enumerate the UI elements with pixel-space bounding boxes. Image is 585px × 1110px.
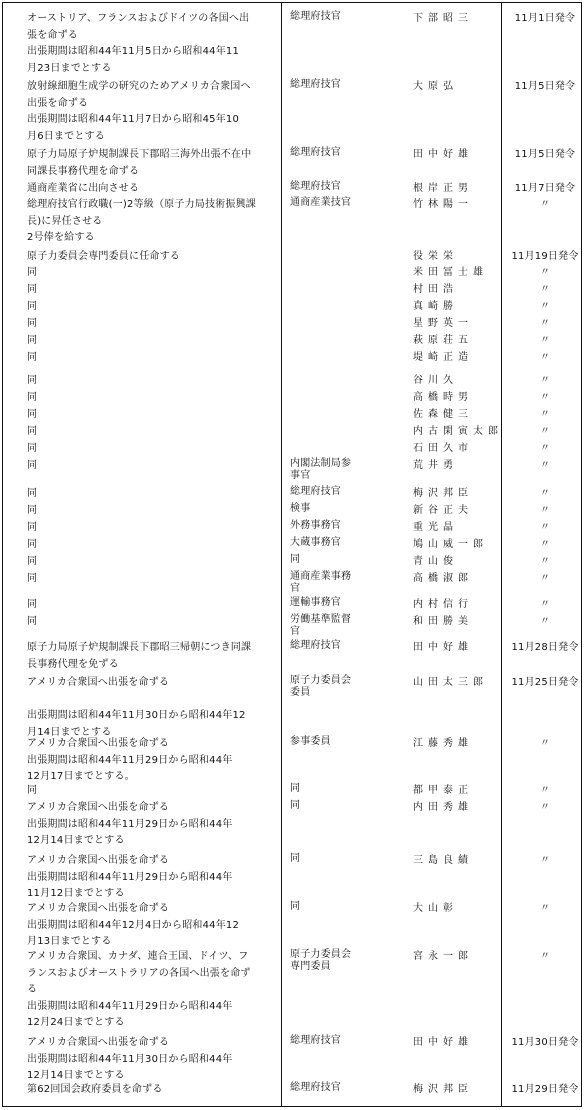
date-cell: 〃 bbox=[540, 785, 550, 796]
title-cell bbox=[290, 11, 378, 23]
title-cell bbox=[290, 675, 378, 699]
matter-cell: 同 bbox=[27, 522, 38, 533]
matter-cell: 原子力局原子炉規制課長下郡昭三帰朝につき同課 長事務代理を免ずる bbox=[27, 642, 252, 670]
name-cell: 大山彰 bbox=[413, 903, 458, 914]
matter-cell: 同 bbox=[27, 318, 38, 329]
title-text: 総理府技官 bbox=[290, 181, 341, 192]
name-cell: 高橋淑郎 bbox=[413, 573, 473, 584]
title-cell bbox=[290, 800, 378, 812]
date-cell: 〃 bbox=[540, 375, 550, 386]
name-cell: 村田浩 bbox=[413, 284, 458, 295]
title-text: 大蔵事務官 bbox=[290, 537, 341, 548]
date-cell: 11月30日発令 bbox=[511, 1037, 579, 1048]
name-cell: 高橋時男 bbox=[413, 392, 473, 403]
name-cell: 竹林陽一 bbox=[413, 199, 473, 210]
title-cell bbox=[290, 614, 378, 638]
matter-cell: アメリカ合衆国へ出張を命ずる 出張期間は昭和44年11月30日から昭和44年12 月14日までとする bbox=[27, 677, 246, 738]
name-cell: 内古閑寅太郎 bbox=[413, 426, 503, 437]
title-text: 総理府技官 bbox=[290, 640, 341, 651]
date-cell: 〃 bbox=[540, 738, 550, 749]
date-cell: 11月28日発令 bbox=[511, 642, 579, 653]
title-text: 総理府技官 bbox=[290, 11, 341, 22]
date-cell: 〃 bbox=[540, 488, 550, 499]
date-cell: 11月25日発令 bbox=[511, 677, 579, 688]
title-text: 総理府技官 bbox=[290, 79, 341, 90]
date-cell: 〃 bbox=[540, 539, 550, 550]
matter-cell: 同 bbox=[27, 616, 38, 627]
date-cell: 〃 bbox=[540, 522, 550, 533]
title-text: 原子力委員会 委員 bbox=[290, 675, 352, 698]
date-cell: 11月29日発令 bbox=[511, 1084, 579, 1095]
title-cell bbox=[290, 537, 378, 549]
matter-cell: アメリカ合衆国へ出張を命ずる 出張期間は昭和44年11月29日から昭和44年 11月12日までとする bbox=[27, 855, 233, 899]
matter-cell: 同 bbox=[27, 488, 38, 499]
title-cell bbox=[290, 853, 378, 865]
title-cell bbox=[290, 736, 378, 748]
date-cell: 〃 bbox=[540, 267, 550, 278]
name-cell: 真崎勝 bbox=[413, 301, 458, 312]
column-divider bbox=[281, 3, 282, 1106]
matter-cell: アメリカ合衆国、カナダ、連合王国、ドイツ、フ ランスおよびオーストラリアの各国へ出張を命ず る 出張期間は昭和44年11月29日から昭和44年 12月24日までとする bbox=[27, 951, 251, 1028]
title-text: 通商産業事務 官 bbox=[290, 571, 352, 594]
title-text: 労働基準監督 官 bbox=[290, 614, 352, 637]
date-cell: 〃 bbox=[540, 903, 550, 914]
title-cell bbox=[290, 949, 378, 973]
name-cell: 石田久市 bbox=[413, 443, 473, 454]
date-cell: 〃 bbox=[540, 802, 550, 813]
name-cell: 三島良績 bbox=[413, 855, 473, 866]
matter-cell: アメリカ合衆国へ出張を命ずる 出張期間は昭和44年11月30日から昭和44年 12月14日までとする bbox=[27, 1037, 233, 1081]
matter-cell: 同 bbox=[27, 352, 38, 363]
date-cell: 〃 bbox=[540, 505, 550, 516]
name-cell: 鳩山威一郎 bbox=[413, 539, 488, 550]
matter-cell: 同 bbox=[27, 409, 38, 420]
title-text: 同 bbox=[290, 783, 301, 794]
matter-cell: 同 bbox=[27, 426, 38, 437]
title-text: 検事 bbox=[290, 503, 311, 514]
matter-cell: アメリカ合衆国へ出張を命ずる 出張期間は昭和44年11月29日から昭和44年 12月14日までとする bbox=[27, 802, 233, 846]
matter-cell: 同 bbox=[27, 335, 38, 346]
matter-cell: 放射線細胞生成学の研究のためアメリカ合衆国へ 出張を命ずる 出張期間は昭和44年11月7日から昭和45年10 月6日までとする bbox=[27, 81, 251, 142]
matter-cell: アメリカ合衆国へ出張を命ずる 出張期間は昭和44年12月4日から昭和44年12 月13日までとする bbox=[27, 903, 240, 947]
matter-cell: 第62回国会政府委員を命ずる bbox=[27, 1084, 163, 1095]
name-cell: 佐森健三 bbox=[413, 409, 473, 420]
title-text: 同 bbox=[290, 800, 301, 811]
name-cell: 星野英一 bbox=[413, 318, 473, 329]
title-text: 総理府技官 bbox=[290, 1035, 341, 1046]
title-cell bbox=[290, 79, 378, 91]
date-cell: 〃 bbox=[540, 352, 550, 363]
date-cell: 〃 bbox=[540, 335, 550, 346]
matter-cell: 同 bbox=[27, 301, 38, 312]
name-cell: 米田冨士雄 bbox=[413, 267, 488, 278]
date-cell: 〃 bbox=[540, 460, 550, 471]
title-text: 同 bbox=[290, 901, 301, 912]
matter-cell: 同 bbox=[27, 785, 38, 796]
title-cell bbox=[290, 486, 378, 498]
title-text: 総理府技官 bbox=[290, 1082, 341, 1093]
matter-cell: 総理府技官行政職(一)2等級（原子力局技術振興課 長)に昇任させる 2号俸を給する bbox=[27, 199, 256, 243]
name-cell: 萩原荘五 bbox=[413, 335, 473, 346]
date-cell: 〃 bbox=[540, 616, 550, 627]
name-cell: 宮永一郎 bbox=[413, 951, 473, 962]
name-cell: 内村信行 bbox=[413, 599, 473, 610]
name-cell: 田中好雄 bbox=[413, 1037, 473, 1048]
date-cell: 11月1日発令 bbox=[514, 13, 576, 24]
name-cell: 田中好雄 bbox=[413, 149, 473, 160]
date-cell: 〃 bbox=[540, 409, 550, 420]
date-cell: 〃 bbox=[540, 573, 550, 584]
title-cell bbox=[290, 520, 378, 532]
title-cell bbox=[290, 554, 378, 566]
title-cell bbox=[290, 640, 378, 652]
name-cell: 都甲泰正 bbox=[413, 785, 473, 796]
name-cell: 梅沢邦臣 bbox=[413, 1084, 473, 1095]
personnel-table bbox=[2, 2, 582, 1107]
name-cell: 大原弘 bbox=[413, 81, 458, 92]
title-text: 総理府技官 bbox=[290, 486, 341, 497]
date-cell: 11月7日発令 bbox=[514, 183, 576, 194]
date-cell: 〃 bbox=[540, 443, 550, 454]
name-cell: 役栄栄 bbox=[413, 251, 458, 262]
name-cell: 谷川久 bbox=[413, 375, 458, 386]
title-cell bbox=[290, 783, 378, 795]
name-cell: 堤崎正造 bbox=[413, 352, 473, 363]
title-text: 同 bbox=[290, 554, 301, 565]
name-cell: 梅沢邦臣 bbox=[413, 488, 473, 499]
matter-cell: アメリカ合衆国へ出張を命ずる 出張期間は昭和44年11月29日から昭和44年 12月17日までとする。 bbox=[27, 738, 233, 782]
name-cell: 根岸正男 bbox=[413, 183, 473, 194]
title-cell bbox=[290, 458, 378, 482]
matter-cell: 同 bbox=[27, 443, 38, 454]
date-cell: 〃 bbox=[540, 855, 550, 866]
title-cell bbox=[290, 181, 378, 193]
title-text: 運輸事務官 bbox=[290, 597, 341, 608]
name-cell: 重光晶 bbox=[413, 522, 458, 533]
title-cell bbox=[290, 597, 378, 609]
matter-cell: 原子力委員会専門委員に任命する bbox=[27, 251, 180, 262]
title-cell bbox=[290, 503, 378, 515]
matter-cell: 通商産業省に出向させる bbox=[27, 183, 140, 194]
name-cell: 江藤秀雄 bbox=[413, 738, 473, 749]
matter-cell: 同 bbox=[27, 267, 38, 278]
date-cell: 〃 bbox=[540, 426, 550, 437]
title-text: 同 bbox=[290, 853, 301, 864]
matter-cell: 原子力局原子炉規制課長下郡昭三海外出張不在中 同課長事務代理を命ずる bbox=[27, 149, 252, 177]
name-cell: 山田太三郎 bbox=[413, 677, 488, 688]
title-text: 参事委員 bbox=[290, 736, 331, 747]
date-cell: 11月5日発令 bbox=[514, 81, 576, 92]
title-cell bbox=[290, 1035, 378, 1047]
title-cell bbox=[290, 901, 378, 913]
title-text: 内閣法制局参 事官 bbox=[290, 458, 352, 481]
date-cell: 〃 bbox=[540, 199, 550, 210]
name-cell: 荒井勇 bbox=[413, 460, 458, 471]
title-cell bbox=[290, 571, 378, 595]
matter-cell: 同 bbox=[27, 556, 38, 567]
name-cell: 田中好雄 bbox=[413, 642, 473, 653]
matter-cell: 同 bbox=[27, 505, 38, 516]
matter-cell: 同 bbox=[27, 599, 38, 610]
matter-cell: 同 bbox=[27, 539, 38, 550]
date-cell: 〃 bbox=[540, 284, 550, 295]
matter-cell: 同 bbox=[27, 392, 38, 403]
name-cell: 青山俊 bbox=[413, 556, 458, 567]
matter-cell: 同 bbox=[27, 460, 38, 471]
date-cell: 〃 bbox=[540, 556, 550, 567]
title-text: 総理府技官 bbox=[290, 147, 341, 158]
title-cell bbox=[290, 1082, 378, 1094]
date-cell: 11月19日発令 bbox=[511, 251, 579, 262]
title-cell bbox=[290, 197, 378, 209]
title-text: 原子力委員会 専門委員 bbox=[290, 949, 352, 972]
title-text: 外務事務官 bbox=[290, 520, 341, 531]
title-text: 通商産業技官 bbox=[290, 197, 352, 208]
date-cell: 〃 bbox=[540, 951, 550, 962]
matter-cell: 同 bbox=[27, 284, 38, 295]
name-cell: 和田勝美 bbox=[413, 616, 473, 627]
name-cell: 新谷正夫 bbox=[413, 505, 473, 516]
matter-cell: 同 bbox=[27, 375, 38, 386]
matter-cell: オーストリア、フランスおよびドイツの各国へ出 張を命ずる 出張期間は昭和44年11月5日から昭和44年11 月23日までとする bbox=[27, 13, 250, 74]
date-cell: 〃 bbox=[540, 318, 550, 329]
name-cell: 内田秀雄 bbox=[413, 802, 473, 813]
title-cell bbox=[290, 147, 378, 159]
date-cell: 11月5日発令 bbox=[514, 149, 576, 160]
date-cell: 〃 bbox=[540, 392, 550, 403]
date-cell: 〃 bbox=[540, 599, 550, 610]
name-cell: 下部昭三 bbox=[413, 13, 473, 24]
matter-cell: 同 bbox=[27, 573, 38, 584]
date-cell: 〃 bbox=[540, 301, 550, 312]
